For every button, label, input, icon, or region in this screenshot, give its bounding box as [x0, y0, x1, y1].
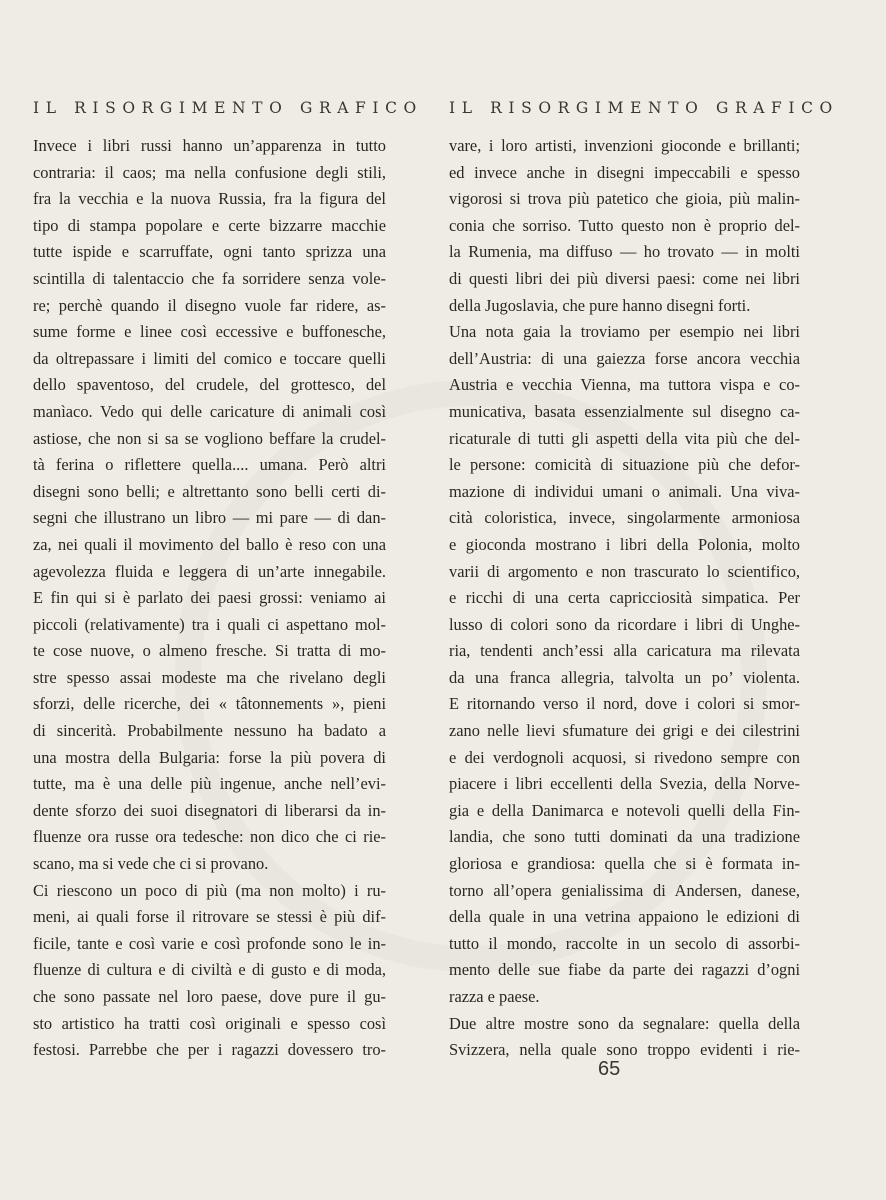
text-line: razza e paese. [449, 987, 540, 1006]
text-line: vare, i loro artisti, invenzioni gioconde e brillanti; [449, 136, 800, 155]
text-line: fluenze di cultura e di civiltà e di gusto e di moda, [33, 960, 386, 980]
text-line: landia, che sono tutti dominati da una tradizione [449, 827, 800, 847]
text-line: tutte, ma è una delle più ingenue, anche nell’evi- [33, 774, 386, 794]
page-number: 65 [598, 1058, 621, 1080]
text-line: zano nelle lievi sfumature dei grigi e dei cilestrini [449, 721, 800, 741]
text-line: e dei verdognoli acquosi, si rivedono sempre con [449, 747, 800, 767]
text-line: che sono passate nel loro paese, dove pure il gu- [33, 987, 386, 1006]
text-line: segni che illustrano un libro — mi pare — di dan- [33, 508, 386, 528]
text-line: e gioconda mostrano i libri della Polonia, molto [449, 534, 800, 554]
text-line: da oltrepassare i limiti del comico e toccare quelli [33, 348, 386, 368]
text-line: mento delle sue fiabe da parte dei ragazzi d’ogni [449, 960, 800, 980]
text-line: scintilla di talentaccio che fa sorridere senza vole- [33, 268, 386, 288]
text-line: meni, ai quali forse il ritrovare se stessi è più dif- [33, 907, 386, 927]
text-line: agevolezza fluida e leggera di un’arte innegabile. [33, 561, 386, 581]
text-line: tutte ispide e scarruffate, ogni tanto sprizza una [33, 242, 386, 262]
text-line: di questi libri dei più diversi paesi: come nei libri [449, 268, 800, 288]
text-line: della Jugoslavia, che pure hanno disegni forti. [449, 295, 751, 315]
text-line: municativa, basata essenzialmente sul disegno ca- [449, 401, 800, 421]
text-line: mazione di individui umani o animali. Una viva- [449, 481, 800, 501]
text-line: Austria e vecchia Vienna, ma tuttora vispa e co- [449, 375, 800, 395]
text-line: te cose nuove, o almeno fresche. Si tratta di mo- [33, 641, 386, 661]
text-line: torno all’opera genialissima di Andersen, danese, [449, 880, 800, 900]
text-line: una mostra della Bulgaria: forse la più povera di [33, 747, 386, 767]
text-line: conia che sorriso. Tutto questo non è proprio del- [449, 215, 800, 235]
text-line: Invece i libri russi hanno un’apparenza in tutto [33, 136, 386, 155]
text-line: sume forme e linee così eccessive e buffonesche, [33, 322, 386, 342]
right-column-text [449, 133, 800, 1064]
right-column [449, 95, 839, 1064]
text-line: le persone: comicità di situazione più che defor- [449, 455, 800, 475]
text-line: festosi. Parrebbe che per i ragazzi dovessero tro- [33, 1040, 386, 1060]
text-line: E fin qui si è parlato dei paesi grossi: veniamo ai [33, 588, 386, 608]
text-line: sforzi, delle ricerche, dei « tâtonnements », pieni [33, 694, 386, 714]
text-line: dello spaventoso, del crudele, del grottesco, del [33, 375, 386, 395]
text-line: scano, ma si vede che ci si provano. [33, 854, 269, 874]
text-line: piacere i libri eccellenti della Svezia, della Norve- [449, 774, 800, 794]
text-line: gloriosa e grandiosa: quella che si è formata in- [449, 854, 800, 874]
text-line: ria, tendenti anch’essi alla caricatura ma rilevata [449, 641, 800, 661]
text-line: vigorosi si trova più patetico che gioia, più malin- [449, 189, 800, 209]
text-line: tipo di stampa popolare e certe bizzarre macchie [33, 215, 386, 235]
text-line: tutto il mondo, raccolte in un secolo di assorbi- [449, 933, 800, 953]
text-line: piccoli (relativamente) tra i quali ci aspettano mol- [33, 614, 386, 634]
text-line: za, nei quali il movimento del ballo è reso con una [33, 534, 386, 554]
text-line: sto artistico ha tratti così originali e spesso così [33, 1013, 386, 1033]
text-line: gia e della Danimarca e notevoli quelli della Fin- [449, 800, 800, 820]
text-line: ed invece anche in disegni impeccabili e spesso [449, 162, 800, 182]
text-line: dente sforzo dei suoi disegnatori di liberarsi da in- [33, 800, 386, 820]
text-line: manìaco. Vedo qui delle caricature di animali così [33, 401, 386, 421]
text-line: da una franca allegria, talvolta un po’ violenta. [449, 667, 800, 687]
text-line: Svizzera, nella quale sono troppo evidenti i rie- [449, 1040, 800, 1060]
text-line: dell’Austria: di una gaiezza forse ancora vecchia [449, 348, 800, 368]
text-line: Ci riescono un poco di più (ma non molto) i ru- [33, 880, 386, 900]
running-header-left: IL RISORGIMENTO GRAFICO [33, 99, 423, 117]
text-line: Una nota gaia la troviamo per esempio nei libri [449, 322, 800, 342]
text-line: tà ferina o riflettere quella.... umana. Però altri [33, 455, 386, 475]
text-line: contraria: il caos; ma nella confusione degli stili, [33, 162, 386, 182]
text-line: cità coloristica, invece, singolarmente armoniosa [449, 508, 800, 528]
text-line: varii di argomento e non trascurato lo scientifico, [449, 561, 800, 581]
left-column-text [33, 133, 386, 1064]
text-line: e ricchi di una certa capricciosità simpatica. Per [449, 588, 800, 608]
running-header-right: IL RISORGIMENTO GRAFICO [449, 99, 839, 117]
left-column [33, 95, 423, 1064]
text-line: fluenze ora russe ora tedesche: non dico che ci rie- [33, 827, 386, 847]
text-line: stre spesso assai modeste ma che rivelano degli [33, 667, 386, 687]
text-line: la Rumenia, ma diffuso — ho trovato — in molti [449, 242, 800, 262]
text-line: ricaturale di tutti gli aspetti della vita più che del- [449, 428, 800, 448]
text-line: re; perchè quando il disegno vuole far ridere, as- [33, 295, 386, 315]
text-line: ficile, tante e così varie e così profonde sono le in- [33, 933, 386, 953]
text-line: di sincerità. Probabilmente nessuno ha badato a [33, 721, 386, 741]
text-line: della quale in una vetrina appaiono le edizioni di [449, 907, 800, 927]
text-line: Due altre mostre sono da segnalare: quella della [449, 1013, 800, 1033]
text-line: astiose, che non si sa se vogliono beffare la crudel- [33, 428, 386, 448]
text-line: disegni sono belli; e altrettanto sono belli certi di- [33, 481, 386, 501]
text-line: E ritornando verso il nord, dove i colori si smor- [449, 694, 800, 714]
text-line: lusso di colori sono da ricordare i libri di Unghe- [449, 614, 800, 634]
text-line: fra la vecchia e la nuova Russia, fra la figura del [33, 189, 386, 209]
